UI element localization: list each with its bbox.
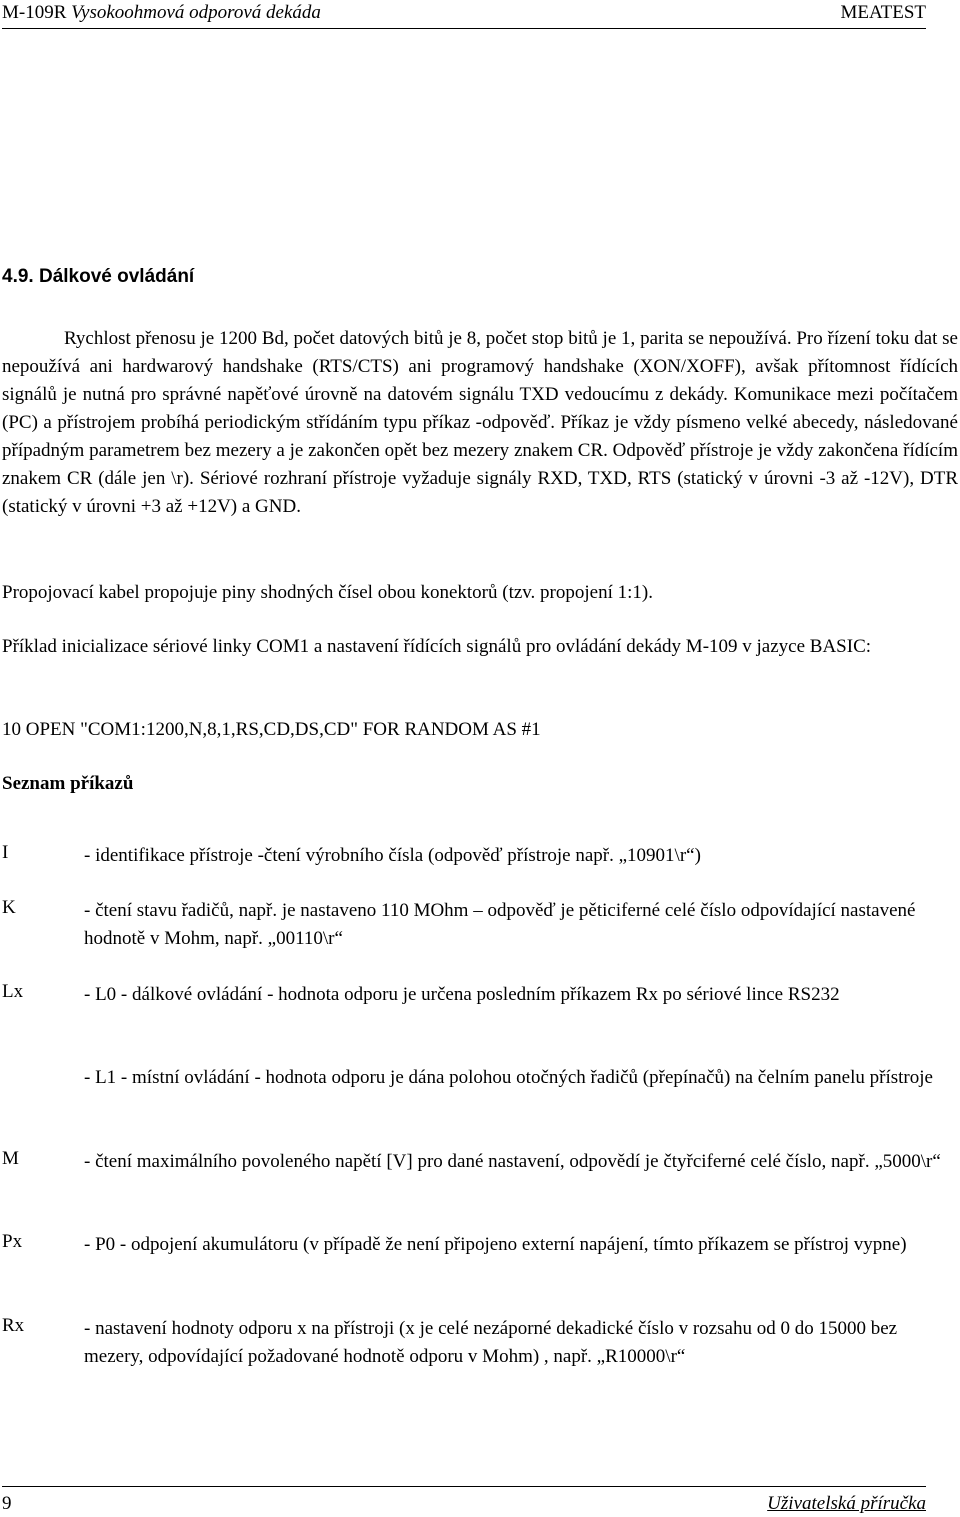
intro-paragraph: Rychlost přenosu je 1200 Bd, počet datových bitů je 8, počet stop bitů je 1, parita se nepoužívá. Pro řízení toku dat se nepoužívá ani hardwarový handshake (RTS/CTS) ani programový handshake (XON/XOFF), avšak přítomnost řídících signálů je nutná pro správné napěťové úrovně na datovém signálu TXD vedoucímu z dekády. Komunikace mezi počítačem (PC) a přístrojem probíhá periodickým střídáním typu příkaz -odpověď. Příkaz je vždy písmeno velké abecedy, následované případným parametrem bez mezery a je zakončen opět bez mezery znakem CR. Odpověď přístroje je vždy zakončena řídícím znakem CR (dále jen \r). Sériové rozhraní přístroje vyžaduje signály RXD, TXD, RTS (statický v úrovni -3 až -12V), DTR (statický v úrovni +3 až +12V) a GND. [2,328,958,517]
footer-doc-title: Uživatelská příručka [767,1493,926,1514]
command-key: Rx [2,1315,25,1336]
section-title: 4.9. Dálkové ovládání [2,266,195,287]
cable-paragraph: Propojovací kabel propojuje piny shodných čísel obou konektorů (tzv. propojení 1:1). [2,582,653,603]
command-desc: - čtení stavu řadičů, např. je nastaveno 110 MOhm – odpověď je pěticiferné celé číslo odpovídající nastavené hodnotě v Mohm, např. „00110\r“ [84,900,916,949]
command-desc: - L1 - místní ovládání - hodnota odporu je dána polohou otočných řadičů (přepínačů) na čelním panelu přístroje [84,1067,933,1088]
command-desc: - nastavení hodnoty odporu x na přístroji (x je celé nezáporné dekadické číslo v rozsahu od 0 do 15000 bez mezery, odpovídající požadované hodnotě odporu v Mohm) , např. „R10000\r“ [84,1318,898,1367]
command-desc: - P0 - odpojení akumulátoru (v případě že není připojeno externí napájení, tímto příkazem se přístroj vypne) [84,1234,907,1255]
commands-title: Seznam příkazů [2,773,134,794]
page-footer [2,1486,926,1517]
command-desc: - čtení maximálního povoleného napětí [V] pro dané nastavení, odpovědí je čtyřciferné celé číslo, např. „5000\r“ [84,1151,941,1172]
basic-code-line: 10 OPEN "COM1:1200,N,8,1,RS,CD,DS,CD" FOR RANDOM AS #1 [2,719,541,740]
command-key: M [2,1148,19,1169]
example-paragraph: Příklad inicializace sériové linky COM1 a nastavení řídících signálů pro ovládání dekády M-109 v jazyce BASIC: [2,636,872,657]
page-header [2,0,926,29]
command-key: Px [2,1231,23,1252]
command-desc: - L0 - dálkové ovládání - hodnota odporu je určena posledním příkazem Rx po sériové lince RS232 [84,984,840,1005]
command-desc: - identifikace přístroje -čtení výrobního čísla (odpověď přístroje např. „10901\r“) [84,845,701,866]
header-product [2,2,321,24]
header-company: MEATEST [840,2,926,23]
header-model: M-109R [2,2,67,23]
command-key: I [2,842,9,863]
command-key: K [2,897,16,918]
command-key: Lx [2,981,24,1002]
header-title: Vysokoohmová odporová dekáda [71,2,321,23]
page-number: 9 [2,1493,12,1514]
